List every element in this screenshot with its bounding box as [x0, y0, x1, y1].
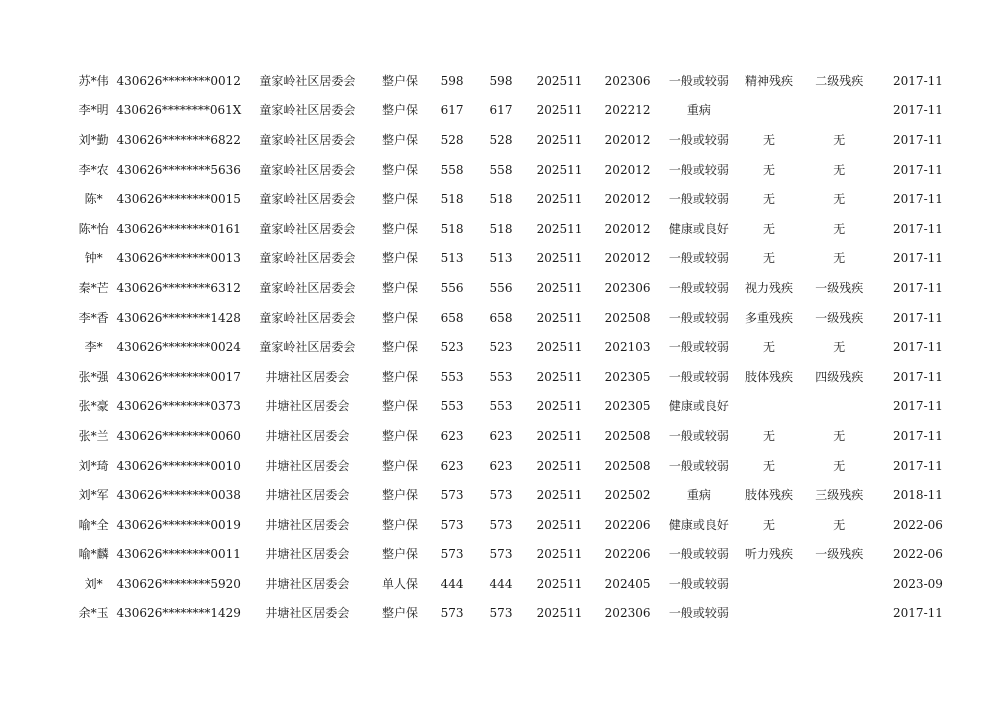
- disability-type-cell: 精神残疾: [745, 73, 794, 88]
- disability-level-cell: [802, 96, 876, 126]
- margin-cell: [959, 569, 1000, 599]
- assistance-type-cell: 整户保: [381, 369, 418, 384]
- assistance-type-cell: 整户保: [381, 221, 418, 236]
- table-row: [0, 155, 1000, 185]
- end-month-cell: 202206: [604, 547, 651, 562]
- community-cell: 童家岭社区居委会: [259, 73, 356, 88]
- enrollment-date-cell: 2022-06: [893, 517, 943, 532]
- amount-cell: 513: [440, 251, 464, 266]
- start-month-cell: 202511: [536, 606, 583, 621]
- margin-cell: [959, 480, 1000, 510]
- enrollment-date-cell: 2017-11: [893, 399, 943, 414]
- disability-level-cell: 一级残疾: [815, 547, 864, 562]
- amount-cell: 623: [489, 458, 513, 473]
- amount-cell: 617: [489, 103, 513, 118]
- community-cell: 童家岭社区居委会: [259, 221, 356, 236]
- name-cell: 余*玉: [78, 606, 109, 621]
- id-number-cell: 430626********6312: [116, 280, 241, 295]
- amount-cell: 573: [489, 488, 513, 503]
- amount-cell: 444: [489, 576, 513, 591]
- enrollment-date-cell: 2017-11: [893, 192, 943, 207]
- community-cell: 井塘社区居委会: [265, 488, 350, 503]
- enrollment-date-cell: 2023-09: [893, 576, 943, 591]
- name-cell: 张*强: [78, 369, 109, 384]
- name-cell: 喻*麟: [78, 547, 109, 562]
- start-month-cell: 202511: [536, 517, 583, 532]
- health-status-cell: 一般或较弱: [668, 73, 729, 88]
- assistance-type-cell: 整户保: [381, 162, 418, 177]
- margin-cell: [0, 96, 72, 126]
- health-status-cell: 一般或较弱: [668, 340, 729, 355]
- amount-cell: 518: [440, 221, 464, 236]
- amount-cell: 528: [489, 132, 513, 147]
- id-number-cell: 430626********0015: [116, 192, 241, 207]
- amount-cell: 513: [489, 251, 513, 266]
- end-month-cell: 202502: [604, 488, 651, 503]
- disability-type-cell: 无: [763, 132, 776, 147]
- community-cell: 童家岭社区居委会: [259, 132, 356, 147]
- margin-cell: [959, 362, 1000, 392]
- amount-cell: 573: [489, 517, 513, 532]
- table-row: [0, 569, 1000, 599]
- margin-cell: [959, 96, 1000, 126]
- table-row: [0, 362, 1000, 392]
- recipient-table: [0, 66, 1000, 628]
- amount-cell: 444: [440, 576, 464, 591]
- amount-cell: 553: [440, 399, 464, 414]
- margin-cell: [959, 599, 1000, 629]
- id-number-cell: 430626********0011: [116, 547, 241, 562]
- end-month-cell: 202306: [604, 73, 651, 88]
- disability-type-cell: [736, 392, 802, 422]
- disability-type-cell: 视力残疾: [745, 280, 794, 295]
- disability-type-cell: 听力残疾: [745, 547, 794, 562]
- enrollment-date-cell: 2017-11: [893, 73, 943, 88]
- name-cell: 刘*勤: [78, 132, 109, 147]
- start-month-cell: 202511: [536, 280, 583, 295]
- enrollment-date-cell: 2017-11: [893, 132, 943, 147]
- community-cell: 童家岭社区居委会: [259, 103, 356, 118]
- margin-cell: [959, 214, 1000, 244]
- disability-type-cell: 无: [763, 192, 776, 207]
- start-month-cell: 202511: [536, 428, 583, 443]
- community-cell: 井塘社区居委会: [265, 369, 350, 384]
- start-month-cell: 202511: [536, 221, 583, 236]
- assistance-type-cell: 整户保: [381, 399, 418, 414]
- disability-type-cell: 肢体残疾: [745, 488, 794, 503]
- id-number-cell: 430626********5636: [116, 162, 241, 177]
- name-cell: 陈*怡: [78, 221, 109, 236]
- id-number-cell: 430626********0012: [116, 73, 241, 88]
- assistance-type-cell: 整户保: [381, 488, 418, 503]
- disability-level-cell: 无: [833, 132, 846, 147]
- community-cell: 井塘社区居委会: [265, 606, 350, 621]
- end-month-cell: 202206: [604, 517, 651, 532]
- margin-cell: [0, 362, 72, 392]
- id-number-cell: 430626********6822: [116, 132, 241, 147]
- disability-level-cell: 一级残疾: [815, 310, 864, 325]
- margin-cell: [0, 184, 72, 214]
- name-cell: 李*: [84, 340, 103, 355]
- name-cell: 张*豪: [78, 399, 109, 414]
- amount-cell: 573: [440, 606, 464, 621]
- end-month-cell: 202103: [604, 340, 651, 355]
- table-row: [0, 303, 1000, 333]
- disability-level-cell: 二级残疾: [815, 73, 864, 88]
- assistance-type-cell: 整户保: [381, 428, 418, 443]
- start-month-cell: 202511: [536, 132, 583, 147]
- table-row: [0, 392, 1000, 422]
- health-status-cell: 一般或较弱: [668, 547, 729, 562]
- id-number-cell: 430626********061X: [116, 103, 242, 118]
- enrollment-date-cell: 2017-11: [893, 310, 943, 325]
- end-month-cell: 202306: [604, 280, 651, 295]
- disability-level-cell: 无: [833, 458, 846, 473]
- end-month-cell: 202012: [604, 132, 651, 147]
- health-status-cell: 一般或较弱: [668, 369, 729, 384]
- community-cell: 童家岭社区居委会: [259, 340, 356, 355]
- health-status-cell: 一般或较弱: [668, 251, 729, 266]
- disability-level-cell: 无: [833, 517, 846, 532]
- margin-cell: [0, 244, 72, 274]
- end-month-cell: 202305: [604, 369, 651, 384]
- margin-cell: [959, 125, 1000, 155]
- name-cell: 李*农: [78, 162, 109, 177]
- amount-cell: 573: [440, 547, 464, 562]
- health-status-cell: 重病: [686, 103, 711, 118]
- disability-level-cell: [802, 599, 876, 629]
- health-status-cell: 健康或良好: [668, 221, 729, 236]
- margin-cell: [0, 540, 72, 570]
- amount-cell: 553: [440, 369, 464, 384]
- community-cell: 井塘社区居委会: [265, 428, 350, 443]
- amount-cell: 658: [489, 310, 513, 325]
- health-status-cell: 健康或良好: [668, 517, 729, 532]
- table-row: [0, 66, 1000, 96]
- enrollment-date-cell: 2017-11: [893, 162, 943, 177]
- margin-cell: [0, 332, 72, 362]
- disability-level-cell: 无: [833, 428, 846, 443]
- start-month-cell: 202511: [536, 458, 583, 473]
- margin-cell: [959, 273, 1000, 303]
- disability-level-cell: 无: [833, 340, 846, 355]
- id-number-cell: 430626********5920: [116, 576, 241, 591]
- amount-cell: 528: [440, 132, 464, 147]
- community-cell: 童家岭社区居委会: [259, 192, 356, 207]
- disability-level-cell: 四级残疾: [815, 369, 864, 384]
- start-month-cell: 202511: [536, 340, 583, 355]
- margin-cell: [959, 451, 1000, 481]
- start-month-cell: 202511: [536, 192, 583, 207]
- amount-cell: 623: [440, 458, 464, 473]
- table-row: [0, 451, 1000, 481]
- amount-cell: 558: [489, 162, 513, 177]
- table-row: [0, 273, 1000, 303]
- name-cell: 钟*: [84, 251, 103, 266]
- end-month-cell: 202012: [604, 162, 651, 177]
- amount-cell: 573: [489, 606, 513, 621]
- id-number-cell: 430626********0161: [116, 221, 241, 236]
- community-cell: 童家岭社区居委会: [259, 162, 356, 177]
- enrollment-date-cell: 2017-11: [893, 280, 943, 295]
- assistance-type-cell: 整户保: [381, 340, 418, 355]
- table-row: [0, 214, 1000, 244]
- assistance-type-cell: 整户保: [381, 251, 418, 266]
- health-status-cell: 一般或较弱: [668, 280, 729, 295]
- start-month-cell: 202511: [536, 399, 583, 414]
- table-row: [0, 540, 1000, 570]
- amount-cell: 518: [489, 221, 513, 236]
- id-number-cell: 430626********1429: [116, 606, 241, 621]
- health-status-cell: 一般或较弱: [668, 606, 729, 621]
- amount-cell: 617: [440, 103, 464, 118]
- amount-cell: 658: [440, 310, 464, 325]
- disability-level-cell: [802, 392, 876, 422]
- disability-level-cell: 无: [833, 251, 846, 266]
- enrollment-date-cell: 2017-11: [893, 340, 943, 355]
- assistance-type-cell: 整户保: [381, 517, 418, 532]
- disability-level-cell: 三级残疾: [815, 488, 864, 503]
- margin-cell: [959, 184, 1000, 214]
- margin-cell: [959, 66, 1000, 96]
- table-row: [0, 332, 1000, 362]
- margin-cell: [959, 421, 1000, 451]
- amount-cell: 598: [440, 73, 464, 88]
- id-number-cell: 430626********0060: [116, 428, 241, 443]
- assistance-type-cell: 整户保: [381, 606, 418, 621]
- assistance-type-cell: 整户保: [381, 458, 418, 473]
- enrollment-date-cell: 2017-11: [893, 458, 943, 473]
- start-month-cell: 202511: [536, 73, 583, 88]
- health-status-cell: 一般或较弱: [668, 310, 729, 325]
- community-cell: 井塘社区居委会: [265, 458, 350, 473]
- disability-type-cell: 无: [763, 517, 776, 532]
- margin-cell: [0, 421, 72, 451]
- end-month-cell: 202212: [604, 103, 651, 118]
- margin-cell: [959, 303, 1000, 333]
- assistance-type-cell: 整户保: [381, 103, 418, 118]
- margin-cell: [0, 510, 72, 540]
- disability-type-cell: [736, 599, 802, 629]
- start-month-cell: 202511: [536, 310, 583, 325]
- amount-cell: 573: [489, 547, 513, 562]
- enrollment-date-cell: 2017-11: [893, 251, 943, 266]
- amount-cell: 598: [489, 73, 513, 88]
- end-month-cell: 202305: [604, 399, 651, 414]
- disability-level-cell: [802, 569, 876, 599]
- disability-type-cell: 无: [763, 162, 776, 177]
- end-month-cell: 202508: [604, 458, 651, 473]
- amount-cell: 556: [440, 280, 464, 295]
- margin-cell: [0, 66, 72, 96]
- margin-cell: [0, 599, 72, 629]
- health-status-cell: 一般或较弱: [668, 132, 729, 147]
- margin-cell: [0, 273, 72, 303]
- enrollment-date-cell: 2017-11: [893, 221, 943, 236]
- community-cell: 童家岭社区居委会: [259, 310, 356, 325]
- table-row: [0, 421, 1000, 451]
- name-cell: 李*香: [78, 310, 109, 325]
- id-number-cell: 430626********0013: [116, 251, 241, 266]
- disability-type-cell: 无: [763, 251, 776, 266]
- assistance-type-cell: 整户保: [381, 73, 418, 88]
- amount-cell: 553: [489, 369, 513, 384]
- name-cell: 秦*芒: [78, 280, 109, 295]
- assistance-type-cell: 整户保: [381, 547, 418, 562]
- health-status-cell: 重病: [686, 488, 711, 503]
- assistance-type-cell: 整户保: [381, 192, 418, 207]
- margin-cell: [0, 214, 72, 244]
- margin-cell: [959, 244, 1000, 274]
- start-month-cell: 202511: [536, 103, 583, 118]
- margin-cell: [959, 540, 1000, 570]
- amount-cell: 558: [440, 162, 464, 177]
- health-status-cell: 健康或良好: [668, 399, 729, 414]
- name-cell: 苏*伟: [78, 73, 109, 88]
- disability-type-cell: 无: [763, 340, 776, 355]
- disability-type-cell: 无: [763, 458, 776, 473]
- disability-level-cell: 无: [833, 162, 846, 177]
- name-cell: 刘*军: [78, 488, 109, 503]
- assistance-type-cell: 整户保: [381, 310, 418, 325]
- end-month-cell: 202012: [604, 221, 651, 236]
- community-cell: 童家岭社区居委会: [259, 251, 356, 266]
- disability-type-cell: 多重残疾: [745, 310, 794, 325]
- amount-cell: 556: [489, 280, 513, 295]
- disability-type-cell: [736, 96, 802, 126]
- name-cell: 刘*琦: [78, 458, 109, 473]
- disability-type-cell: 无: [763, 428, 776, 443]
- start-month-cell: 202511: [536, 547, 583, 562]
- start-month-cell: 202511: [536, 251, 583, 266]
- amount-cell: 523: [489, 340, 513, 355]
- end-month-cell: 202012: [604, 251, 651, 266]
- margin-cell: [0, 125, 72, 155]
- table-row: [0, 184, 1000, 214]
- margin-cell: [959, 332, 1000, 362]
- enrollment-date-cell: 2017-11: [893, 103, 943, 118]
- start-month-cell: 202511: [536, 576, 583, 591]
- id-number-cell: 430626********1428: [116, 310, 241, 325]
- margin-cell: [959, 510, 1000, 540]
- amount-cell: 623: [440, 428, 464, 443]
- id-number-cell: 430626********0019: [116, 517, 241, 532]
- margin-cell: [959, 155, 1000, 185]
- enrollment-date-cell: 2022-06: [893, 547, 943, 562]
- disability-type-cell: 肢体残疾: [745, 369, 794, 384]
- assistance-type-cell: 整户保: [381, 280, 418, 295]
- amount-cell: 518: [489, 192, 513, 207]
- disability-type-cell: 无: [763, 221, 776, 236]
- enrollment-date-cell: 2018-11: [893, 488, 943, 503]
- enrollment-date-cell: 2017-11: [893, 606, 943, 621]
- disability-level-cell: 一级残疾: [815, 280, 864, 295]
- margin-cell: [0, 451, 72, 481]
- assistance-type-cell: 整户保: [381, 132, 418, 147]
- id-number-cell: 430626********0038: [116, 488, 241, 503]
- amount-cell: 523: [440, 340, 464, 355]
- table-row: [0, 96, 1000, 126]
- enrollment-date-cell: 2017-11: [893, 369, 943, 384]
- health-status-cell: 一般或较弱: [668, 162, 729, 177]
- start-month-cell: 202511: [536, 369, 583, 384]
- margin-cell: [0, 480, 72, 510]
- community-cell: 井塘社区居委会: [265, 517, 350, 532]
- name-cell: 陈*: [84, 192, 103, 207]
- margin-cell: [959, 392, 1000, 422]
- end-month-cell: 202405: [604, 576, 651, 591]
- end-month-cell: 202508: [604, 310, 651, 325]
- margin-cell: [0, 303, 72, 333]
- name-cell: 张*兰: [78, 428, 109, 443]
- start-month-cell: 202511: [536, 488, 583, 503]
- end-month-cell: 202508: [604, 428, 651, 443]
- table-row: [0, 510, 1000, 540]
- margin-cell: [0, 569, 72, 599]
- health-status-cell: 一般或较弱: [668, 192, 729, 207]
- start-month-cell: 202511: [536, 162, 583, 177]
- assistance-type-cell: 单人保: [381, 576, 418, 591]
- amount-cell: 553: [489, 399, 513, 414]
- amount-cell: 518: [440, 192, 464, 207]
- id-number-cell: 430626********0373: [116, 399, 241, 414]
- id-number-cell: 430626********0017: [116, 369, 241, 384]
- table-row: [0, 480, 1000, 510]
- community-cell: 井塘社区居委会: [265, 576, 350, 591]
- amount-cell: 573: [440, 517, 464, 532]
- table-row: [0, 599, 1000, 629]
- community-cell: 井塘社区居委会: [265, 399, 350, 414]
- end-month-cell: 202306: [604, 606, 651, 621]
- name-cell: 李*明: [78, 103, 109, 118]
- disability-level-cell: 无: [833, 221, 846, 236]
- disability-level-cell: 无: [833, 192, 846, 207]
- health-status-cell: 一般或较弱: [668, 458, 729, 473]
- disability-type-cell: [736, 569, 802, 599]
- amount-cell: 623: [489, 428, 513, 443]
- community-cell: 童家岭社区居委会: [259, 280, 356, 295]
- health-status-cell: 一般或较弱: [668, 576, 729, 591]
- enrollment-date-cell: 2017-11: [893, 428, 943, 443]
- community-cell: 井塘社区居委会: [265, 547, 350, 562]
- table-row: [0, 244, 1000, 274]
- table-row: [0, 125, 1000, 155]
- health-status-cell: 一般或较弱: [668, 428, 729, 443]
- name-cell: 刘*: [84, 576, 103, 591]
- amount-cell: 573: [440, 488, 464, 503]
- name-cell: 喻*全: [78, 517, 109, 532]
- id-number-cell: 430626********0024: [116, 340, 241, 355]
- end-month-cell: 202012: [604, 192, 651, 207]
- margin-cell: [0, 155, 72, 185]
- id-number-cell: 430626********0010: [116, 458, 241, 473]
- margin-cell: [0, 392, 72, 422]
- recipient-table-body: [0, 66, 1000, 628]
